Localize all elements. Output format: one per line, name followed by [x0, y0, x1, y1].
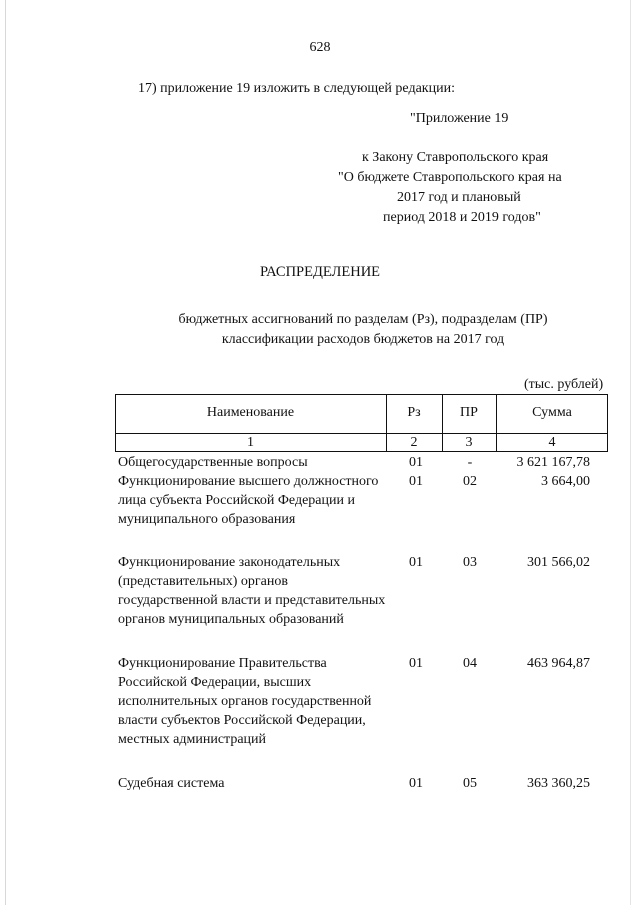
row-sum: 3 621 167,78: [516, 455, 590, 470]
row-name: Судебная система: [118, 776, 225, 791]
law-reference-line-3: 2017 год и плановый: [397, 190, 521, 205]
header-sum: Сумма: [532, 405, 572, 420]
row-name: Функционирование высшего должностного лица субъекта Российской Федерации и муниципального образования: [118, 474, 379, 527]
header-name: Наименование: [206, 405, 295, 420]
law-reference-line-2: "О бюджете Ставропольского края на: [338, 170, 562, 185]
row-pr: 04: [463, 656, 477, 671]
law-reference-line-4: период 2018 и 2019 годов": [383, 210, 541, 225]
amendment-instruction: 17) приложение 19 изложить в следующей редакции:: [138, 81, 455, 96]
row-name: Общегосударственные вопросы: [118, 455, 308, 470]
row-rz: 01: [409, 474, 423, 489]
page-edge-left: [5, 0, 6, 905]
header-number-4: 4: [548, 435, 556, 450]
row-sum: 301 566,02: [527, 555, 590, 570]
row-rz: 01: [409, 656, 423, 671]
row-rz: 01: [409, 776, 423, 791]
row-rz: 01: [409, 455, 423, 470]
page-number: 628: [309, 40, 331, 55]
units-note: (тыс. рублей): [524, 377, 604, 392]
row-pr: 02: [463, 474, 477, 489]
subheading-line-2: классификации расходов бюджетов на 2017 год: [221, 332, 505, 347]
header-number-3: 3: [465, 435, 473, 450]
header-number-1: 1: [247, 435, 254, 450]
row-rz: 01: [409, 555, 423, 570]
subheading-line-1: бюджетных ассигнований по разделам (Рз), подразделам (ПР): [178, 312, 548, 327]
row-name: Функционирование законодательных (представительных) органов государственной власти и представительных органов муниципальных образований: [118, 555, 386, 627]
page-edge-right: [630, 0, 631, 905]
row-pr: 03: [463, 555, 477, 570]
header-rz: Рз: [407, 405, 421, 420]
header-pr: ПР: [460, 405, 478, 420]
row-sum: 3 664,00: [541, 474, 590, 489]
document-heading: РАСПРЕДЕЛЕНИЕ: [259, 264, 381, 280]
row-sum: 363 360,25: [527, 776, 590, 791]
law-reference-line-1: к Закону Ставропольского края: [362, 150, 549, 165]
row-pr: -: [467, 455, 473, 470]
appendix-title: "Приложение 19: [410, 111, 509, 126]
header-number-2: 2: [410, 435, 418, 450]
header-divider: [115, 433, 608, 434]
row-pr: 05: [463, 776, 477, 791]
row-sum: 463 964,87: [527, 656, 590, 671]
row-name: Функционирование Правительства Российской Федерации, высших исполнительных органов государственной власти субъектов Российской Федерации, местных администраций: [118, 656, 372, 747]
